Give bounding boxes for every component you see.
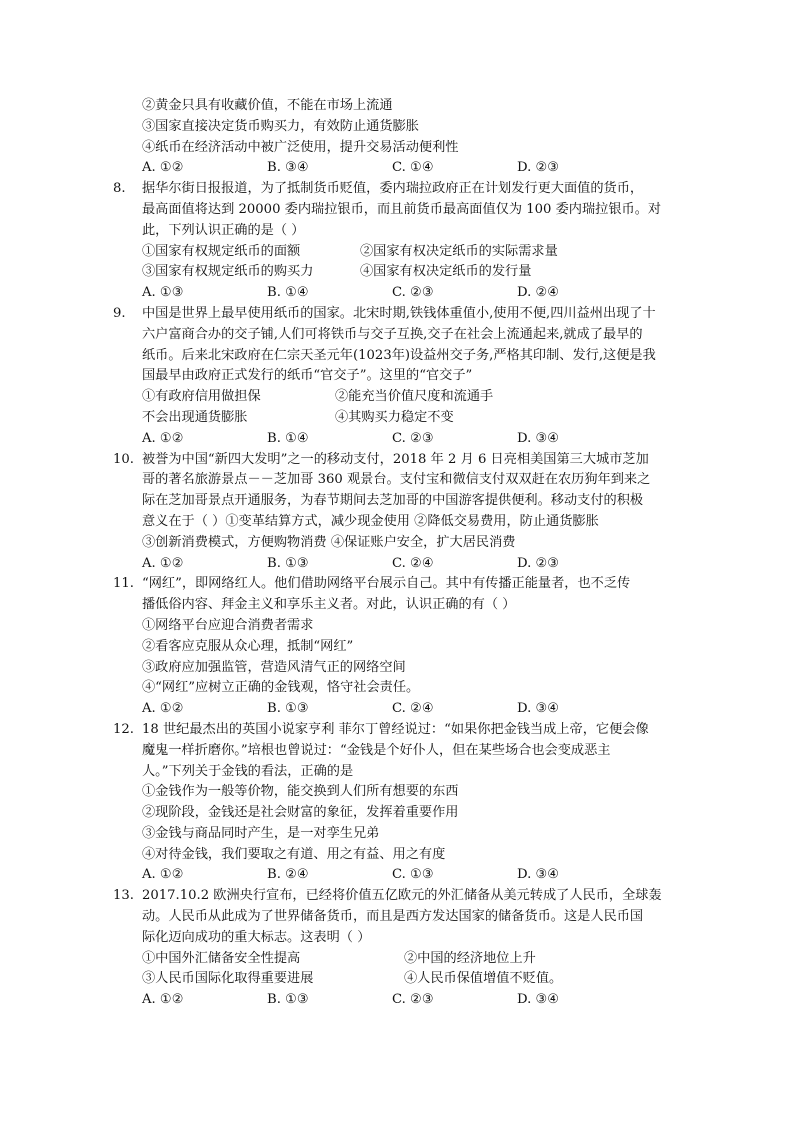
- option-row: [113, 242, 693, 263]
- option-3: ③人民币国际化取得重要进展: [142, 971, 314, 987]
- question-stem-line: 据华尔街日报报道，为了抵制货币贬值，委内瑞拉政府正在计划发行更大面值的货币，: [142, 181, 644, 197]
- question-stem-line: 最高面值将达到 20000 委内瑞拉银币，而且前货币最高面值仅为 100 委内瑞拉银币。对: [142, 201, 662, 217]
- option-1: ①金钱作为一般等价物，能交换到人们所有想要的东西: [142, 784, 459, 800]
- question-number: 13.: [113, 888, 134, 904]
- choice-b[interactable]: B. ①③: [267, 992, 309, 1008]
- question-stem-line: 六户富商合办的交子铺,人们可将铁币与交子互换,交子在社会上流通起来,就成了最早的: [142, 326, 643, 342]
- choice-c[interactable]: C. ①③: [392, 867, 434, 883]
- question-stem-line: 播低俗内容、拜金主义和享乐主义者。对此，认识正确的有（ ）: [142, 597, 516, 613]
- question-stem-line: 被誉为中国“新四大发明”之一的移动支付，2018 年 2 月 6 日亮相美国第三大城市芝加: [142, 451, 649, 467]
- option-1: ①网络平台应迎合消费者需求: [142, 617, 314, 633]
- choice-b[interactable]: B. ①④: [267, 430, 309, 446]
- question-number: 8.: [113, 181, 126, 197]
- option-3: ③国家有权规定纸币的购买力: [142, 264, 314, 280]
- answer-choices: [113, 158, 693, 179]
- choice-a[interactable]: A. ①③: [142, 285, 184, 301]
- choice-d[interactable]: D. ②③: [517, 555, 560, 571]
- option-2: ②能充当价值尺度和流通手: [335, 389, 494, 405]
- choice-b[interactable]: B. ①③: [267, 701, 309, 717]
- question-number: 11.: [113, 576, 134, 592]
- answer-choices: [113, 990, 693, 1011]
- choice-c[interactable]: C. ②③: [392, 285, 434, 301]
- option-4: ④人民币保值增值不贬值。: [404, 971, 563, 987]
- option-row: [113, 949, 693, 970]
- choice-c[interactable]: C. ②③: [392, 430, 434, 446]
- answer-choices: [113, 699, 693, 720]
- choice-a[interactable]: A. ①②: [142, 992, 184, 1008]
- answer-choices: [113, 554, 693, 575]
- question-stem-line: “网红”，即网络红人。他们借助网络平台展示自己。其中有传播正能量者，也不乏传: [142, 576, 631, 592]
- question-stem-line: 际化迈向成功的重大标志。这表明（ ）: [142, 929, 371, 945]
- option-1: ①国家有权规定纸币的面额: [142, 243, 301, 259]
- question-stem-line: 纸币。后来北宋政府在仁宗天圣元年(1023年)设益州交子务,严格其印制、发行,这便是我: [142, 347, 656, 363]
- option-4: ④其购买力稳定不变: [335, 409, 454, 425]
- choice-b[interactable]: B. ①④: [267, 285, 309, 301]
- choice-a[interactable]: A. ①②: [142, 867, 184, 883]
- choice-b[interactable]: B. ①③: [267, 555, 309, 571]
- question-stem-line: ③创新消费模式，方便购物消费 ④保证账户安全，扩大居民消费: [142, 534, 516, 550]
- question-10: [113, 450, 693, 575]
- question-stem-line: 意义在于（ ）①变革结算方式，减少现金使用 ②降低交易费用，防止通货膨胀: [142, 513, 599, 529]
- answer-choices: [113, 429, 693, 450]
- answer-choices: [113, 865, 693, 886]
- question-stem-line: 哥的著名旅游景点－－芝加哥 360 观景台。支付宝和微信支付双双赶在农历狗年到来之: [142, 472, 651, 488]
- option-3: ③政府应加强监管，营造风清气正的网络空间: [142, 659, 406, 675]
- question-number: 12.: [113, 721, 134, 737]
- option-1: ①有政府信用做担保: [142, 389, 261, 405]
- question-stem-line: 际在芝加哥景点开通服务，为春节期间去芝加哥的中国游客提供便利。移动支付的积极: [142, 493, 644, 509]
- answer-choices: [113, 283, 693, 304]
- question-number: 9.: [113, 305, 126, 321]
- choice-c[interactable]: C. ②④: [392, 555, 434, 571]
- question-8: [113, 179, 693, 304]
- question-stem-line: 动。人民币从此成为了世界储备货币，而且是西方发达国家的储备货币。这是人民币国: [142, 909, 644, 925]
- option-row: [113, 408, 693, 429]
- option-row: [113, 387, 693, 408]
- option-2: ②看客应克服从众心理，抵制“网红”: [142, 638, 354, 654]
- question-7-continuation: [113, 96, 693, 179]
- choice-b[interactable]: B. ③④: [267, 160, 309, 176]
- question-12: [113, 720, 693, 886]
- option-4: ④对待金钱，我们要取之有道、用之有益、用之有度: [142, 846, 446, 862]
- question-stem-line: 18 世纪最杰出的英国小说家亨利 菲尔丁曾经说过：“如果你把金钱当成上帝，它便会像: [142, 721, 649, 737]
- option-2: ②中国的经济地位上升: [404, 950, 536, 966]
- question-stem-line: 中国是世界上最早使用纸币的国家。北宋时期,铁钱体重值小,使用不便,四川益州出现了十: [142, 305, 656, 321]
- choice-d[interactable]: D. ③④: [517, 867, 560, 883]
- option-3: 不会出现通货膨胀: [142, 409, 248, 425]
- question-stem-line: 魔鬼一样折磨你。”培根也曾说过：“金钱是个好仆人，但在某些场合也会变成恶主: [142, 742, 611, 758]
- choice-d[interactable]: D. ②③: [517, 160, 560, 176]
- question-9: [113, 304, 693, 450]
- option-4: ④国家有权决定纸币的发行量: [360, 264, 532, 280]
- option-1: ①中国外汇储备安全性提高: [142, 950, 301, 966]
- option-row: [113, 969, 693, 990]
- option-2: ②国家有权决定纸币的实际需求量: [360, 243, 558, 259]
- question-13: [113, 886, 693, 1011]
- option-3: ③金钱与商品同时产生，是一对孪生兄弟: [142, 825, 380, 841]
- choice-d[interactable]: D. ②④: [517, 285, 560, 301]
- choice-c[interactable]: C. ②④: [392, 701, 434, 717]
- choice-c[interactable]: C. ①④: [392, 160, 434, 176]
- option-row: [113, 262, 693, 283]
- option-3: ③国家直接决定货币购买力，有效防止通货膨胀: [142, 118, 419, 134]
- choice-a[interactable]: A. ①②: [142, 160, 184, 176]
- choice-d[interactable]: D. ③④: [517, 992, 560, 1008]
- choice-a[interactable]: A. ①②: [142, 701, 184, 717]
- choice-c[interactable]: C. ②③: [392, 992, 434, 1008]
- question-stem-line: 国最早由政府正式发行的纸币“官交子”。这里的“官交子”: [142, 368, 473, 384]
- option-2: ②黄金只具有收藏价值，不能在市场上流通: [142, 98, 393, 113]
- option-4: ④纸币在经济活动中被广泛使用，提升交易活动便利性: [142, 139, 459, 155]
- option-2: ②现阶段，金钱还是社会财富的象征，发挥着重要作用: [142, 805, 459, 821]
- question-stem-line: 此，下列认识正确的是（ ）: [142, 222, 305, 238]
- question-number: 10.: [113, 451, 134, 467]
- choice-d[interactable]: D. ③④: [517, 430, 560, 446]
- question-stem-line: 人。”下列关于金钱的看法，正确的是: [142, 763, 354, 779]
- choice-a[interactable]: A. ①②: [142, 555, 184, 571]
- choice-d[interactable]: D. ③④: [517, 701, 560, 717]
- choice-a[interactable]: A. ①②: [142, 430, 184, 446]
- exam-content: [113, 96, 693, 1011]
- option-4: ④“网红”应树立正确的金钱观，恪守社会责任。: [142, 680, 420, 696]
- question-11: [113, 574, 693, 720]
- question-stem-line: 2017.10.2 欧洲央行宣布，已经将价值五亿欧元的外汇储备从美元转成了人民币，全球轰: [142, 888, 662, 904]
- choice-b[interactable]: B. ②④: [267, 867, 309, 883]
